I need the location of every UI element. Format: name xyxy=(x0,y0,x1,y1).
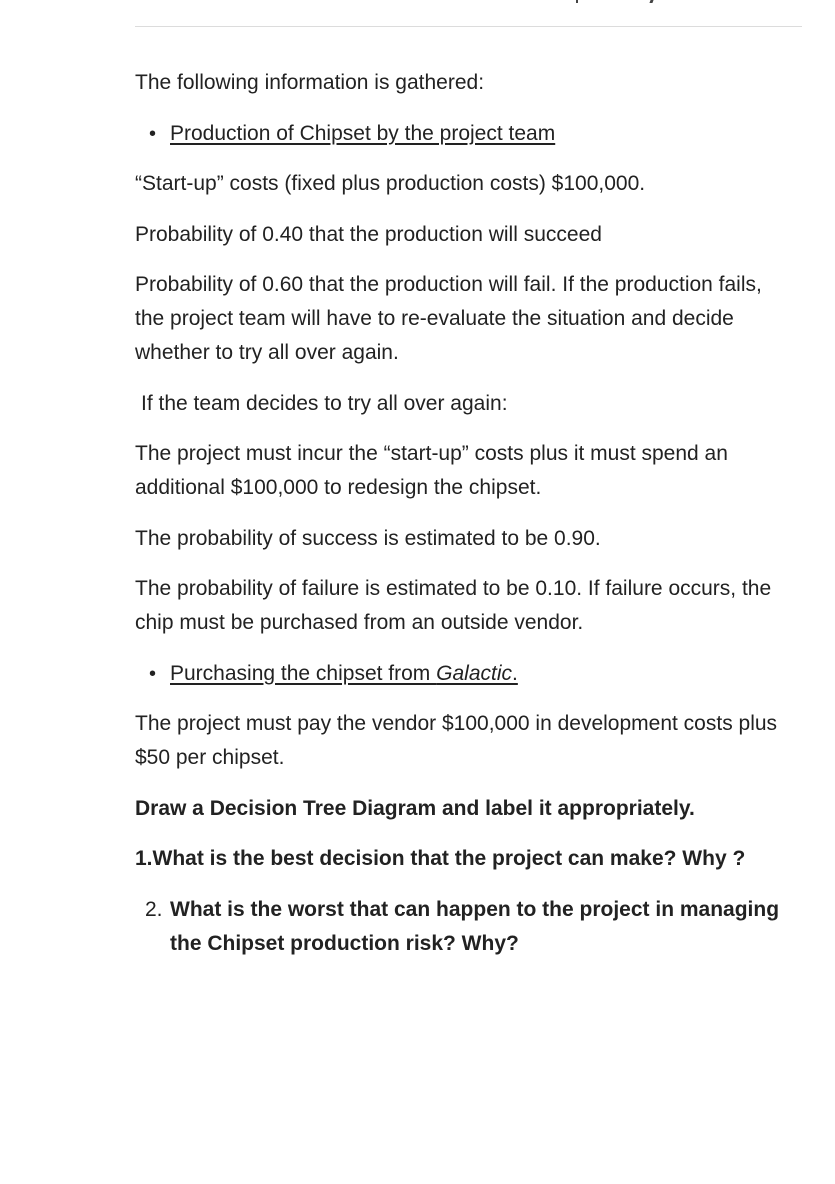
option-purchase-label: Purchasing the chipset from xyxy=(170,661,437,685)
top-divider xyxy=(135,26,802,27)
document-body xyxy=(135,66,795,977)
retry-success-text: The probability of success is estimated to be 0.90. xyxy=(135,526,601,550)
bullet-icon: • xyxy=(149,662,157,685)
question-2 xyxy=(145,893,795,961)
question-2-number: 2. xyxy=(145,897,163,921)
question-1: 1.What is the best decision that the project can make? Why ? xyxy=(135,847,746,870)
vendor-name: Galactic xyxy=(436,661,512,685)
instruction-text: Draw a Decision Tree Diagram and label it appropriately. xyxy=(135,796,695,820)
option-purchase-link[interactable] xyxy=(170,657,518,691)
retry-intro-text: If the team decides to try all over again: xyxy=(141,391,508,415)
option-purchase-item xyxy=(149,657,795,691)
question-2-text: What is the worst that can happen to the project in managing the Chipset production risk? Why? xyxy=(170,897,780,955)
success-probability-text: Probability of 0.40 that the production will succeed xyxy=(135,222,602,246)
failure-probability-text: Probability of 0.60 that the production will fail. If the production fails, the project team will have to re-evaluate the situation and decide whether to try all over again. xyxy=(135,273,762,364)
cut-off-glyph xyxy=(649,0,653,3)
option-purchase-suffix: . xyxy=(512,661,518,685)
option-production-item xyxy=(149,117,795,151)
option-production-link[interactable]: Production of Chipset by the project team xyxy=(170,121,556,145)
vendor-costs-text: The project must pay the vendor $100,000 in development costs plus $50 per chipset. xyxy=(135,712,778,769)
startup-costs-text: “Start-up” costs (fixed plus production costs) $100,000. xyxy=(135,172,646,195)
intro-text: The following information is gathered: xyxy=(135,71,485,94)
retry-failure-text: The probability of failure is estimated to be 0.10. If failure occurs, the chip must be purchased from an outside vendor. xyxy=(135,577,772,634)
retry-costs-text: The project must incur the “start-up” costs plus it must spend an additional $100,000 to redesign the chipset. xyxy=(135,442,728,499)
cut-off-glyph xyxy=(576,0,578,3)
bullet-icon: • xyxy=(149,122,157,145)
